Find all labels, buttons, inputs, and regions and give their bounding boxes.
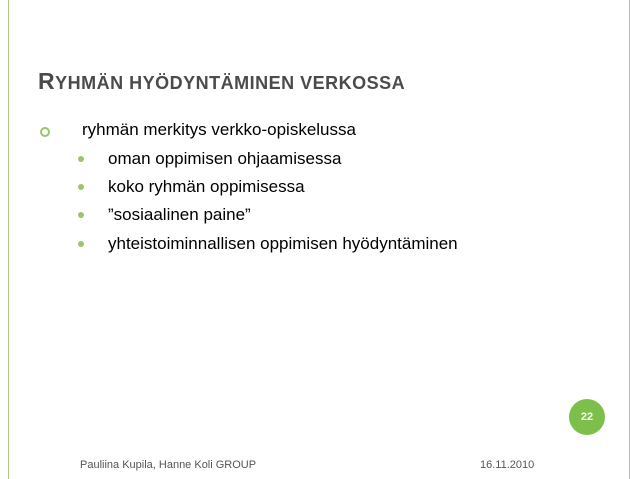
bullet-ring-icon (40, 127, 50, 137)
footer-authors: Pauliina Kupila, Hanne Koli GROUP (80, 459, 257, 471)
bullet-level1: ryhmän merkitys verkko-opiskelussa (82, 120, 356, 139)
bullet-dot-icon (78, 184, 84, 190)
bullet-level2-item: yhteistoiminnallisen oppimisen hyödyntäminen (108, 234, 458, 253)
title-rest: YHMÄN HYÖDYNTÄMINEN VERKOSSA (55, 73, 406, 93)
bullet-level2-item: ”sosiaalinen paine” (108, 205, 251, 224)
bullet-dot-icon (78, 156, 84, 162)
page-number-badge: 22 (569, 399, 605, 435)
slide-title (38, 68, 405, 95)
title-initial: R (38, 68, 56, 94)
bullet-dot-icon (78, 212, 84, 218)
bullet-level2-item: koko ryhmän oppimisessa (108, 177, 305, 196)
bullet-level2-item: oman oppimisen ohjaamisessa (108, 149, 342, 168)
bullet-dot-icon (78, 241, 84, 247)
footer-date: 16.11.2010 (480, 459, 535, 471)
